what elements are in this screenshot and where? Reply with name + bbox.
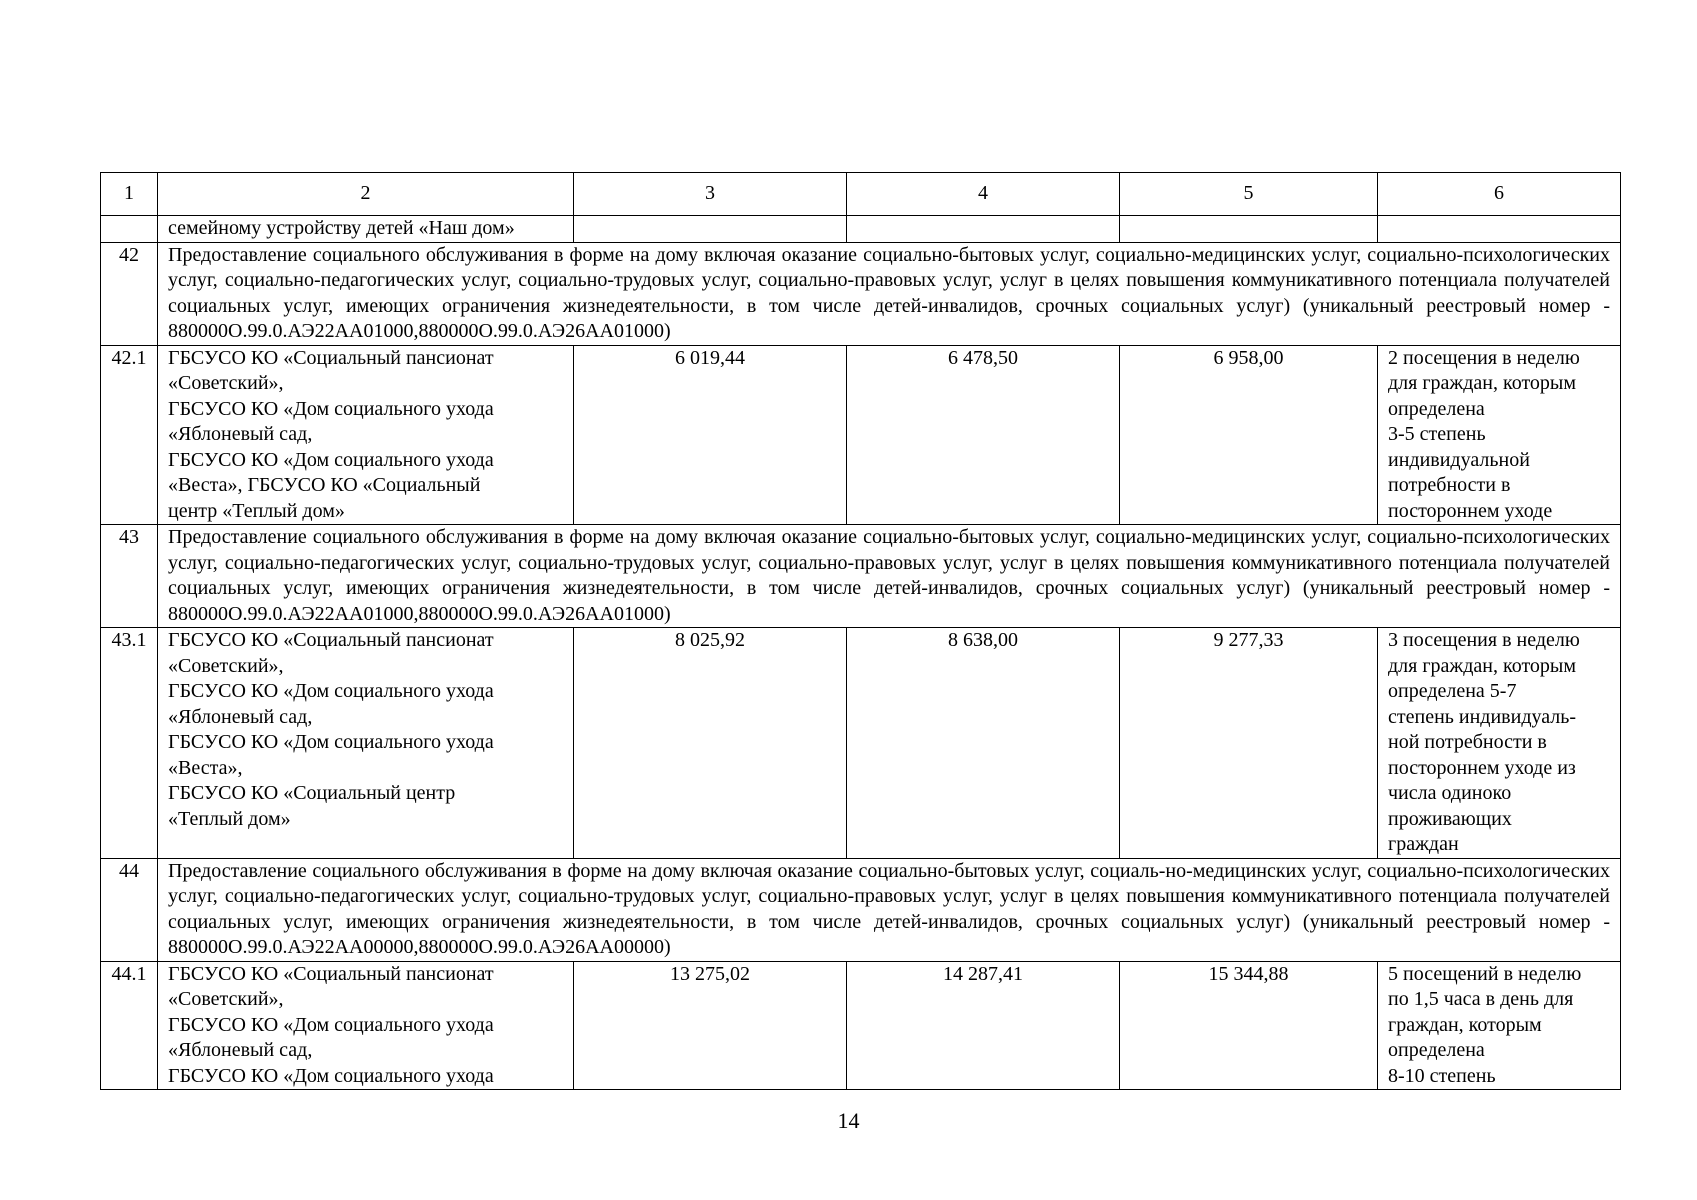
- cell-empty: [1120, 216, 1378, 243]
- note-cell: [1378, 628, 1621, 859]
- cell-empty: [101, 216, 158, 243]
- value-col5: 6 958,00: [1120, 345, 1378, 525]
- section-row: [101, 858, 1621, 961]
- continued-row: [101, 216, 1621, 243]
- value-col3: 8 025,92: [574, 628, 847, 859]
- value-col4: 14 287,41: [847, 961, 1120, 1090]
- header-cell: 6: [1378, 173, 1621, 216]
- section-title: Предоставление социального обслуживания в форме на дому включая оказание социально-бытовых услуг, социально-медицинских услуг, социально-психологических услуг, социально-педагогических услуг, социально-трудовых услуг, социально-правовых услуг, услуг в целях повышения коммуникативного потенциала получателей социальных услуг, имеющих ограничения жизнедеятельности, в том числе детей-инвалидов, срочных социальных услуг) (уникальный реестровый номер - 880000О.99.0.АЭ22АА01000,880000О.99.0.АЭ26АА01000): [158, 242, 1621, 345]
- header-cell: 2: [158, 173, 574, 216]
- section-number: 42: [101, 242, 158, 345]
- value-col3: 13 275,02: [574, 961, 847, 1090]
- note-text: 2 посещения в неделю для граждан, которым определена 3-5 степень индивидуальной потребности в постороннем уходе: [1388, 346, 1580, 522]
- providers-text: ГБСУСО КО «Социальный пансионат «Советский», ГБСУСО КО «Дом социального ухода «Яблоневый сад, ГБСУСО КО «Дом социального ухода: [168, 962, 494, 1087]
- tariff-table: [100, 172, 1621, 1090]
- value-col5: 15 344,88: [1120, 961, 1378, 1090]
- section-title: Предоставление социального обслуживания в форме на дому включая оказание социально-бытовых услуг, социаль-но-медицинских услуг, социально-психологических услуг, социально-педагогических услуг, социально-трудовых услуг, социально-правовых услуг, услуг в целях повышения коммуникативного потенциала получателей социальных услуг, имеющих ограничения жизнедеятельности, в том числе детей-инвалидов, срочных социальных услуг) (уникальный реестровый номер - 880000О.99.0.АЭ22АА00000,880000О.99.0.АЭ26АА00000): [158, 858, 1621, 961]
- note-cell: [1378, 961, 1621, 1090]
- header-cell: 1: [101, 173, 158, 216]
- providers-cell: [158, 345, 574, 525]
- section-title: Предоставление социального обслуживания в форме на дому включая оказание социально-бытовых услуг, социально-медицинских услуг, социально-психологических услуг, социально-педагогических услуг, социально-трудовых услуг, социально-правовых услуг, услуг в целях повышения коммуникативного потенциала получателей социальных услуг, имеющих ограничения жизнедеятельности, в том числе детей-инвалидов, срочных социальных услуг) (уникальный реестровый номер - 880000О.99.0.АЭ22АА01000,880000О.99.0.АЭ26АА01000): [158, 525, 1621, 628]
- note-cell: [1378, 345, 1621, 525]
- value-col3: 6 019,44: [574, 345, 847, 525]
- value-col5: 9 277,33: [1120, 628, 1378, 859]
- note-text: 3 посещения в неделю для граждан, которым определена 5-7 степень индивидуаль- ной потребности в постороннем уходе из числа одиноко проживающих граждан: [1388, 629, 1580, 855]
- table-row: [101, 345, 1621, 525]
- section-row: [101, 525, 1621, 628]
- providers-text: ГБСУСО КО «Социальный пансионат «Советский», ГБСУСО КО «Дом социального ухода «Яблоневый сад, ГБСУСО КО «Дом социального ухода «Веста», ГБСУСО КО «Социальный центр «Теплый дом»: [168, 629, 494, 830]
- cell-empty: [574, 216, 847, 243]
- providers-cell: [158, 961, 574, 1090]
- note-text: 5 посещений в неделю по 1,5 часа в день для граждан, которым определена 8-10 степень: [1388, 962, 1582, 1087]
- header-cell: 3: [574, 173, 847, 216]
- section-row: [101, 242, 1621, 345]
- row-number: 43.1: [101, 628, 158, 859]
- header-cell: 5: [1120, 173, 1378, 216]
- table-header-row: [101, 173, 1621, 216]
- page-number: 14: [837, 1108, 860, 1133]
- cell-empty: [1378, 216, 1621, 243]
- table-row: [101, 628, 1621, 859]
- section-number: 44: [101, 858, 158, 961]
- value-col4: 8 638,00: [847, 628, 1120, 859]
- row-number: 42.1: [101, 345, 158, 525]
- table-row: [101, 961, 1621, 1090]
- providers-cell: [158, 628, 574, 859]
- header-cell: 4: [847, 173, 1120, 216]
- providers-text: ГБСУСО КО «Социальный пансионат «Советский», ГБСУСО КО «Дом социального ухода «Яблоневый сад, ГБСУСО КО «Дом социального ухода «Веста», ГБСУСО КО «Социальный центр «Теплый дом»: [168, 346, 494, 522]
- continued-provider-text: семейному устройству детей «Наш дом»: [158, 216, 574, 243]
- cell-empty: [847, 216, 1120, 243]
- section-number: 43: [101, 525, 158, 628]
- row-number: 44.1: [101, 961, 158, 1090]
- value-col4: 6 478,50: [847, 345, 1120, 525]
